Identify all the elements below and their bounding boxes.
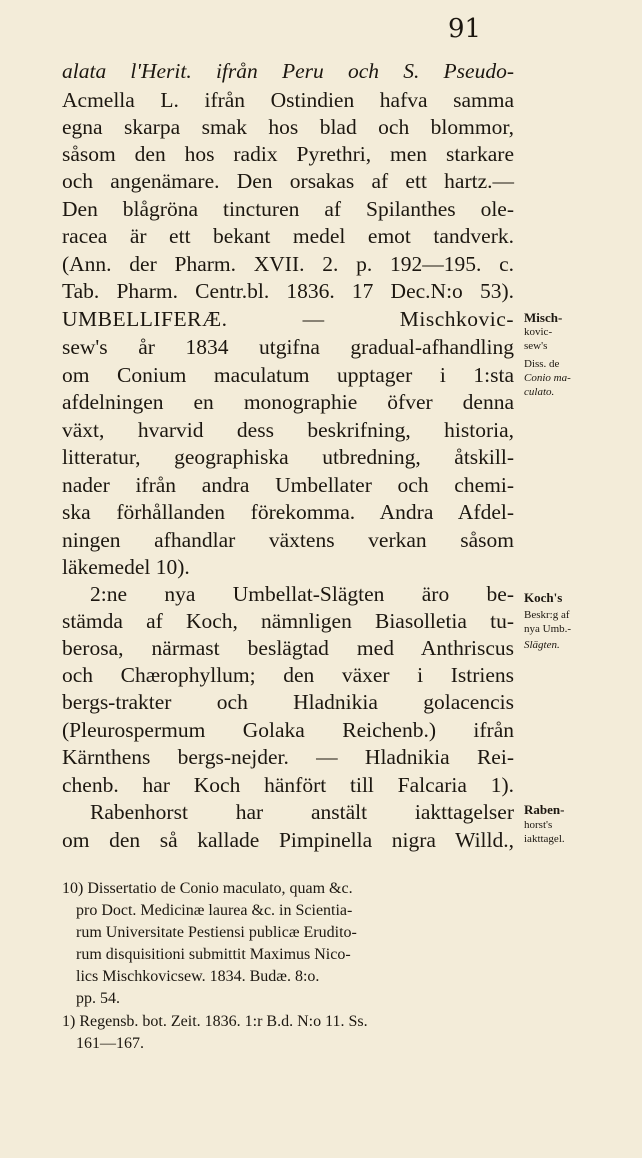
footnote-line-4: rum disquisitioni submittit Maximus Nico- <box>76 946 351 963</box>
body-line-4: såsom den hos radix Pyrethri, men starkare <box>62 142 514 166</box>
body-line-16: nader ifrån andra Umbellater och chemi- <box>62 473 514 497</box>
body-line-2: Acmella L. ifrån Ostindien hafva samma <box>62 88 514 112</box>
body-line-25: (Pleurospermum Golaka Reichenb.) ifrån <box>62 718 514 742</box>
footnote-line-7: 1) Regensb. bot. Zeit. 1836. 1:r B.d. N:o 11. Ss. <box>62 1013 368 1030</box>
body-line-12: om Conium maculatum upptager i 1:sta <box>62 363 514 387</box>
body-line-1: alata l'Herit. ifrån Peru och S. Pseudo- <box>62 59 514 83</box>
margin-note-11: Raben- <box>524 802 565 817</box>
margin-note-4: Diss. de <box>524 358 560 370</box>
footnote-line-6: pp. 54. <box>76 990 120 1007</box>
footnote-line-2: pro Doct. Medicinæ laurea &c. in Scientia- <box>76 902 353 919</box>
body-line-27: chenb. har Koch hänfört till Falcaria 1). <box>62 773 514 797</box>
margin-note-13: iakttagel. <box>524 833 565 845</box>
footnote-line-3: rum Universitate Pestiensi publicæ Erudito- <box>76 924 357 941</box>
margin-note-3: sew's <box>524 340 548 352</box>
body-line-11: sew's år 1834 utgifna gradual-afhandling <box>62 335 514 359</box>
body-line-23: och Chærophyllum; den växer i Istriens <box>62 663 514 687</box>
margin-note-2: kovic- <box>524 326 553 338</box>
body-line-22: berosa, närmast beslägtad med Anthriscus <box>62 636 514 660</box>
body-line-20: 2:ne nya Umbellat-Slägten äro be- <box>90 582 514 606</box>
margin-note-7: Koch's <box>524 590 563 605</box>
body-line-10: UMBELLIFERÆ. — Mischkovic- <box>62 307 514 331</box>
body-line-19: läkemedel 10). <box>62 555 190 579</box>
margin-note-9: nya Umb.- <box>524 623 572 635</box>
body-line-14: växt, hvarvid dess beskrifning, historia, <box>62 418 514 442</box>
body-line-18: ningen afhandlar växtens verkan såsom <box>62 528 514 552</box>
body-line-21: stämda af Koch, nämnligen Biasolletia tu- <box>62 609 514 633</box>
body-line-3: egna skarpa smak hos blad och blommor, <box>62 115 514 139</box>
page-number: 91 <box>448 14 482 44</box>
body-line-15: litteratur, geographiska utbredning, åtskill- <box>62 445 514 469</box>
margin-note-10: Slägten. <box>524 639 560 651</box>
margin-note-6: culato. <box>524 386 555 398</box>
body-line-24: bergs-trakter och Hladnikia golacencis <box>62 690 514 714</box>
footnote-line-1: 10) Dissertatio de Conio maculato, quam &c. <box>62 880 353 897</box>
body-line-8: (Ann. der Pharm. XVII. 2. p. 192—195. c. <box>62 252 514 276</box>
margin-note-5: Conio ma- <box>524 372 571 384</box>
body-line-26: Kärnthens bergs-nejder. — Hladnikia Rei- <box>62 745 514 769</box>
body-line-5: och angenämare. Den orsakas af ett hartz.— <box>62 169 514 193</box>
margin-note-8: Beskr:g af <box>524 609 570 621</box>
body-line-29: om den så kallade Pimpinella nigra Willd., <box>62 828 514 852</box>
footnote-line-5: lics Mischkovicsew. 1834. Budæ. 8:o. <box>76 968 320 985</box>
margin-note-12: horst's <box>524 819 553 831</box>
body-line-7: racea är ett bekant medel emot tandverk. <box>62 224 514 248</box>
body-line-6: Den blågröna tincturen af Spilanthes ole- <box>62 197 514 221</box>
footnote-line-8: 161—167. <box>76 1035 144 1052</box>
body-line-13: afdelningen en monographie öfver denna <box>62 390 514 414</box>
margin-note-1: Misch- <box>524 310 563 325</box>
body-line-28: Rabenhorst har anstält iakttagelser <box>90 800 514 824</box>
body-line-17: ska förhållanden förekomma. Andra Afdel- <box>62 500 514 524</box>
body-line-9: Tab. Pharm. Centr.bl. 1836. 17 Dec.N:o 53). <box>62 279 514 303</box>
